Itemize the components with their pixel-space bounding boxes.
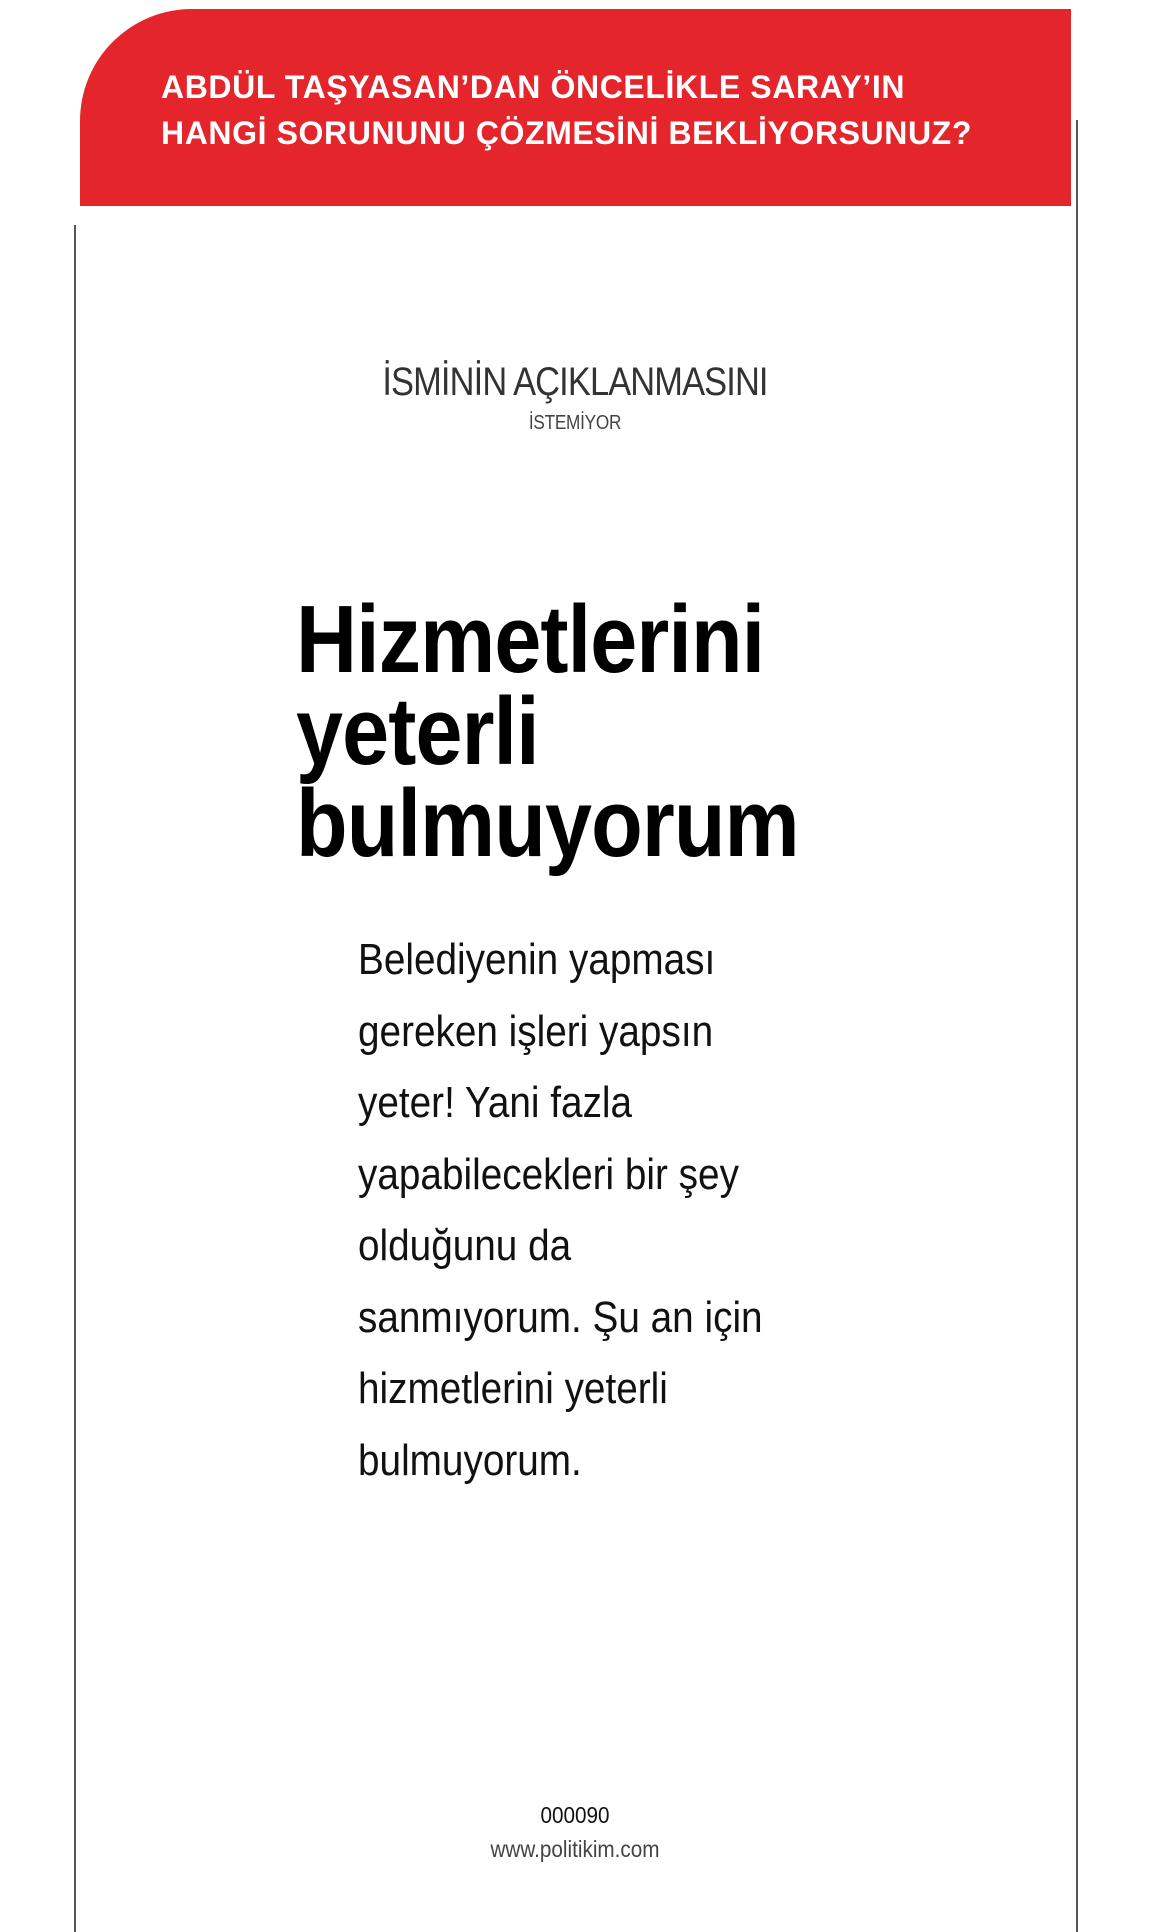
question-line-2: HANGİ SORUNUNU ÇÖZMESİNİ BEKLİYORSUNUZ? — [161, 115, 972, 151]
question-line-1: ABDÜL TAŞYASAN’DAN ÖNCELİKLE SARAY’IN — [161, 69, 906, 105]
question-banner — [80, 9, 1071, 206]
answer-line: Belediyenin yapması — [358, 935, 716, 984]
answer-line: olduğunu da — [358, 1221, 572, 1270]
headline-line-2: yeterli — [296, 678, 539, 785]
respondent-role: İSTEMİYOR — [528, 412, 622, 434]
answer-line: hizmetlerini yeterli — [358, 1364, 668, 1413]
headline-line-3: bulmuyorum — [296, 770, 799, 877]
answer-line: yapabilecekleri bir şey — [358, 1149, 739, 1199]
record-code: 000090 — [540, 1802, 610, 1828]
answer-headline — [296, 586, 842, 877]
respondent-block — [0, 358, 1150, 435]
answer-line: yeter! Yani fazla — [358, 1078, 633, 1127]
website-url: www.politikim.com — [490, 1836, 660, 1862]
page-border-left — [74, 225, 76, 1932]
answer-body — [358, 924, 816, 1496]
answer-line: sanmıyorum. Şu an için — [358, 1292, 763, 1342]
headline-line-1: Hizmetlerini — [296, 586, 765, 693]
answer-line: bulmuyorum. — [358, 1435, 582, 1485]
answer-line: gereken işleri yapsın — [358, 1006, 714, 1056]
respondent-name: İSMİNİN AÇIKLANMASINI — [382, 360, 768, 404]
